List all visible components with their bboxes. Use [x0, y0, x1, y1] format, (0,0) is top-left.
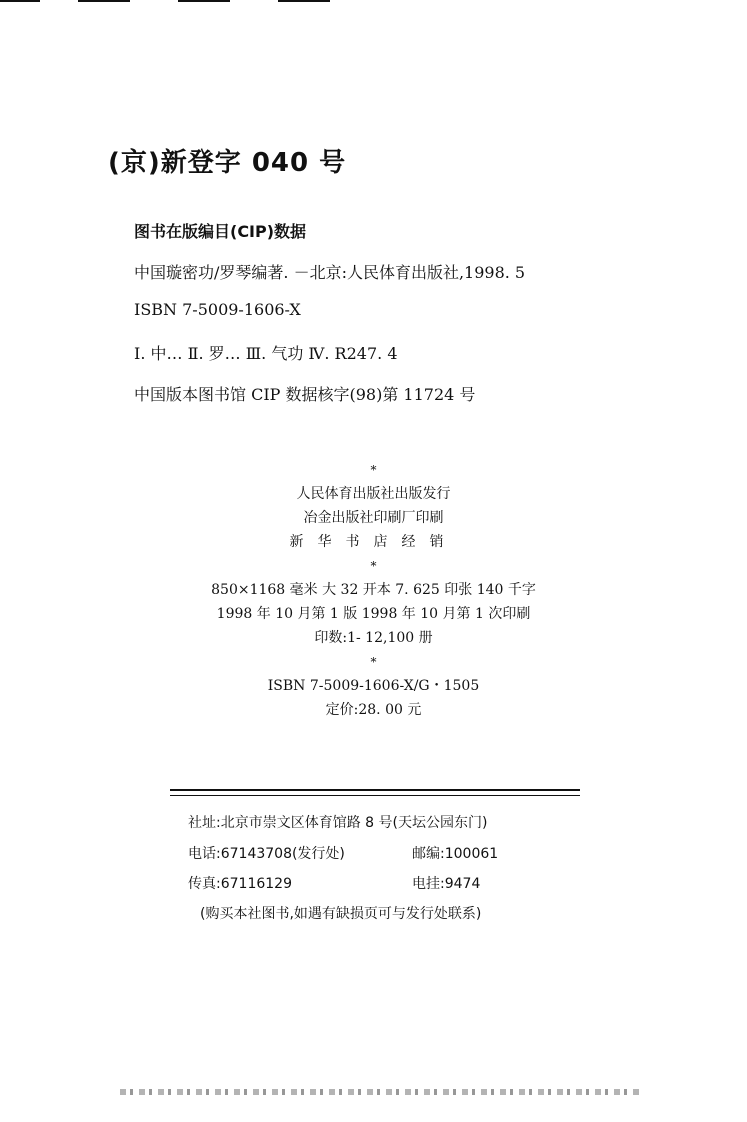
separator-star: * — [370, 463, 377, 477]
postcode-line: 邮编:100061 — [412, 846, 499, 862]
publisher-line: 人民体育出版社出版发行 — [296, 486, 451, 502]
cable-line: 电挂:9474 — [412, 876, 481, 892]
cip-bibliographic-line: 中国璇密功/罗琴编著. －北京:人民体育出版社,1998. 5 — [134, 263, 526, 282]
phone-line: 电话:67143708(发行处) — [188, 846, 345, 862]
print-run-line: 印数:1- 12,100 册 — [314, 630, 433, 646]
address-line: 社址:北京市崇文区体育馆路 8 号(天坛公园东门) — [188, 815, 488, 831]
cip-title: 图书在版编目(CIP)数据 — [134, 222, 307, 241]
distributor-line: 新华书店经销 — [289, 534, 458, 550]
purchase-note: (购买本社图书,如遇有缺损页可与发行处联系) — [200, 906, 482, 922]
scan-mark-line — [178, 0, 230, 2]
registration-number: (京)新登字 040 号 — [108, 148, 347, 178]
editions-line: 1998 年 10 月第 1 版 1998 年 10 月第 1 次印刷 — [216, 606, 531, 622]
scan-mark-line — [0, 0, 40, 2]
scan-mark-line — [278, 0, 330, 2]
cip-isbn: ISBN 7-5009-1606-X — [134, 300, 301, 319]
format-line: 850×1168 毫米 大 32 开本 7. 625 印张 140 千字 — [211, 582, 536, 598]
price-line: 定价:28. 00 元 — [325, 702, 422, 718]
separator-star: * — [370, 655, 377, 669]
divider-thick — [170, 789, 580, 791]
divider-thin — [170, 795, 580, 796]
printer-line: 冶金出版社印刷厂印刷 — [303, 510, 444, 526]
separator-star: * — [370, 559, 377, 573]
cip-core-number: 中国版本图书馆 CIP 数据核字(98)第 11724 号 — [134, 385, 476, 404]
isbn-full-line: ISBN 7-5009-1606-X/G・1505 — [267, 678, 480, 694]
fax-line: 传真:67116129 — [188, 876, 292, 892]
scan-mark-line — [78, 0, 130, 2]
scan-noise-strip — [120, 1089, 640, 1095]
imprint-block — [0, 458, 747, 722]
cip-classification: Ⅰ. 中… Ⅱ. 罗… Ⅲ. 气功 Ⅳ. R247. 4 — [134, 344, 398, 363]
